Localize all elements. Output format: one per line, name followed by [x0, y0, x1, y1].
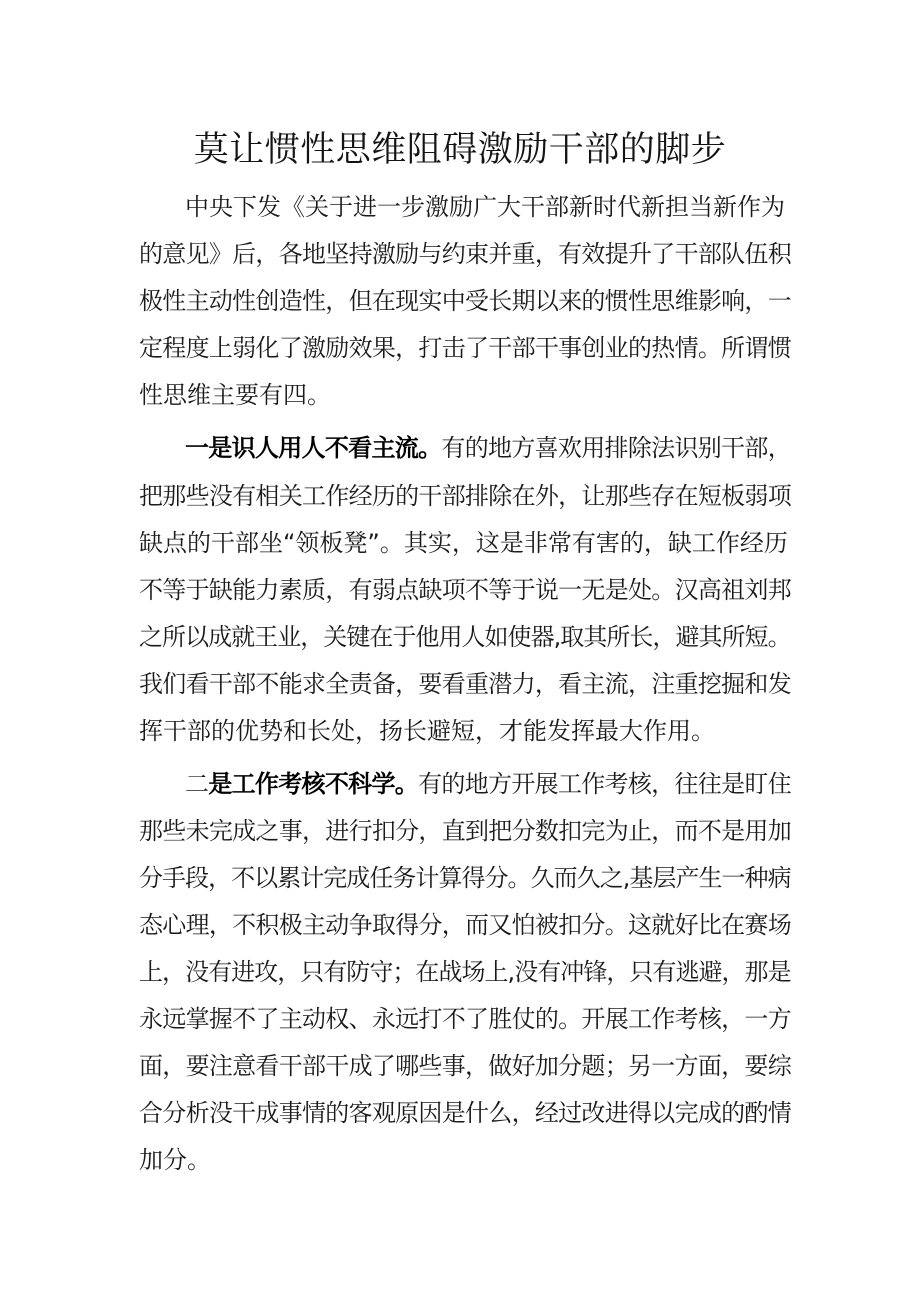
paragraph-2-line-6: 我们看干部不能求全责备，要看重潜力，看主流，注重挖掘和发 [139, 670, 791, 698]
paragraph-3-line-2: 那些未完成之事，进行扣分，直到把分数扣完为止，而不是用加 [139, 817, 791, 845]
paragraph-3-line-9: 加分。 [139, 1146, 211, 1174]
paragraph-3-line-4: 态心理，不积极主动争取得分，而又怕被扣分。这就好比在赛场 [139, 911, 791, 939]
paragraph-2-heading: 一是识人用人不看主流。 [185, 434, 442, 462]
paragraph-3-line-5: 上，没有进攻，只有防守；在战场上,没有冲锋，只有逃避，那是 [139, 958, 791, 986]
paragraph-2-line-7: 挥干部的优势和长处，扬长避短，才能发挥最大作用。 [139, 717, 715, 745]
paragraph-2-line-4: 不等于缺能力素质，有弱点缺项不等于说一无是处。汉高祖刘邦 [139, 576, 791, 604]
paragraph-1-line-5: 性思维主要有四。 [139, 381, 331, 409]
paragraph-3-heading: 是工作考核不科学。 [208, 770, 419, 798]
paragraph-3-line-6: 永远掌握不了主动权、永远打不了胜仗的。开展工作考核，一方 [139, 1005, 791, 1033]
paragraph-3-line-7: 面，要注意看干部干成了哪些事，做好加分题；另一方面，要综 [139, 1052, 791, 1080]
paragraph-3-line-1-text: 有的地方开展工作考核，往往是盯住 [418, 770, 792, 798]
paragraph-2-line-5: 之所以成就王业，关键在于他用人如使器,取其所长，避其所短。 [139, 623, 791, 651]
paragraph-3-line-8: 合分析没干成事情的客观原因是什么，经过改进得以完成的酌情 [139, 1099, 791, 1127]
paragraph-1-line-1: 中央下发《关于进一步激励广大干部新时代新担当新作为 [185, 193, 785, 221]
paragraph-3-heading-prefix: 二 [185, 770, 209, 798]
paragraph-2-line-2: 把那些没有相关工作经历的干部排除在外，让那些存在短板弱项 [139, 482, 791, 510]
paragraph-2-line-3: 缺点的干部坐“领板凳”。其实，这是非常有害的，缺工作经历 [139, 529, 788, 557]
document-title: 莫让惯性思维阻碍激励干部的脚步 [193, 130, 727, 170]
paragraph-1-line-2: 的意见》后，各地坚持激励与约束并重，有效提升了干部队伍积 [139, 240, 791, 268]
paragraph-2-line-1-text: 有的地方喜欢用排除法识别干部， [441, 434, 792, 462]
paragraph-1-line-4: 定程度上弱化了激励效果，打击了干部干事创业的热情。所谓惯 [139, 334, 791, 362]
paragraph-3-line-3: 分手段，不以累计完成任务计算得分。久而久之,基层产生一种病 [139, 864, 791, 892]
paragraph-1-line-3: 极性主动性创造性，但在现实中受长期以来的惯性思维影响，一 [139, 287, 791, 315]
